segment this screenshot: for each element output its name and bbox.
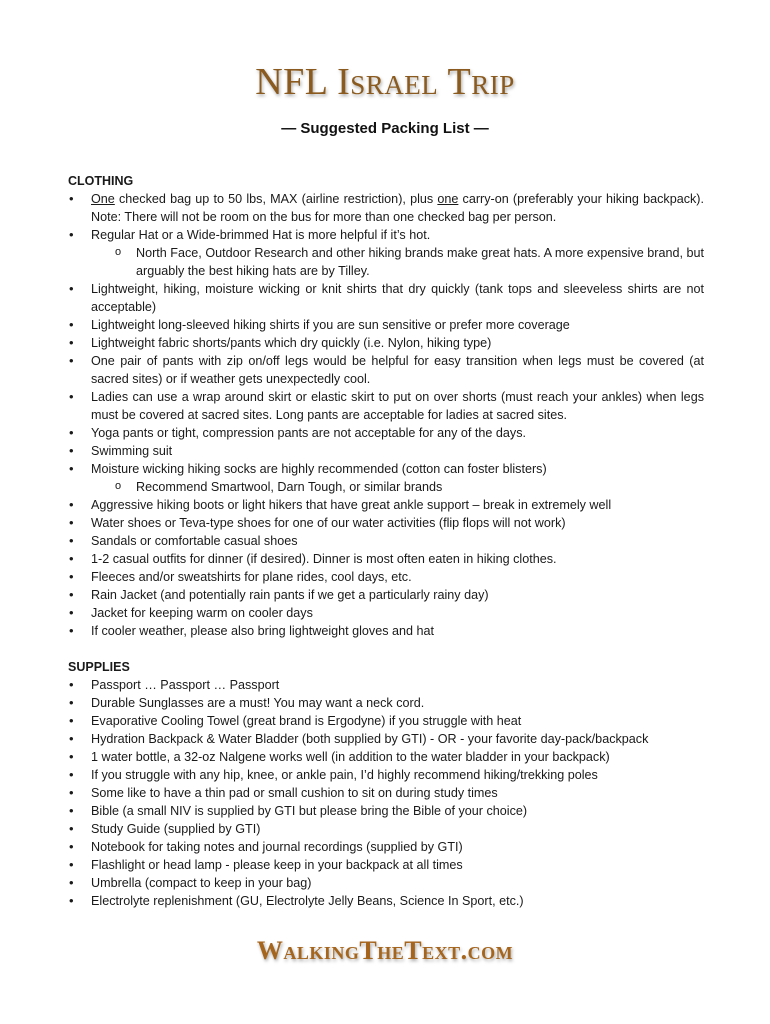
item-text: Durable Sunglasses are a must! You may want a neck cord.: [91, 696, 425, 710]
packing-list-content: [68, 172, 704, 910]
list-item: [68, 820, 704, 838]
list-item: [68, 748, 704, 766]
item-text: Evaporative Cooling Towel (great brand is Ergodyne) if you struggle with heat: [91, 714, 522, 728]
item-text: Electrolyte replenishment (GU, Electrolyte Jelly Beans, Science In Sport, etc.): [91, 894, 524, 908]
list-item: [68, 352, 704, 388]
underlined-text: One: [91, 192, 115, 206]
sub-list-item: o North Face, Outdoor Research and other hiking brands make great hats. A more expensive brand, but arguably the best hiking hats are by Tilley.: [91, 244, 704, 280]
list-item: [68, 604, 704, 622]
item-text: Bible (a small NIV is supplied by GTI but please bring the Bible of your choice): [91, 804, 528, 818]
item-text: 1 water bottle, a 32-oz Nalgene works well (in addition to the water bladder in your backpack): [91, 750, 610, 764]
item-text: If you struggle with any hip, knee, or ankle pain, I’d highly recommend hiking/trekking poles: [91, 768, 598, 782]
list-item: [68, 586, 704, 604]
list-item: [68, 424, 704, 442]
item-text: Lightweight, hiking, moisture wicking or knit shirts that dry quickly (tank tops and sleeveless shirts are not acceptable): [91, 282, 704, 314]
item-text: Fleeces and/or sweatshirts for plane rides, cool days, etc.: [91, 570, 412, 584]
supplies-section: [68, 658, 704, 910]
item-text: Hydration Backpack & Water Bladder (both supplied by GTI) - OR - your favorite day-pack/backpack: [91, 732, 649, 746]
list-item: [68, 550, 704, 568]
item-text: Aggressive hiking boots or light hikers that have great ankle support – break in extremely well: [91, 498, 612, 512]
list-item: [68, 856, 704, 874]
item-text: Regular Hat or a Wide-brimmed Hat is more helpful if it’s hot.: [91, 228, 431, 242]
list-item: [68, 784, 704, 802]
list-item: [68, 568, 704, 586]
underlined-text: one: [437, 192, 459, 206]
list-item: [68, 694, 704, 712]
list-item: [68, 874, 704, 892]
list-item: [68, 226, 704, 280]
page-subtitle: — Suggested Packing List —: [281, 120, 489, 137]
list-item: [68, 730, 704, 748]
item-text: Jacket for keeping warm on cooler days: [91, 606, 313, 620]
item-text: Rain Jacket (and potentially rain pants if we get a particularly rainy day): [91, 588, 489, 602]
sub-list: [91, 478, 704, 496]
list-item: [68, 460, 704, 496]
list-item: [68, 622, 704, 640]
item-text: Flashlight or head lamp - please keep in your backpack at all times: [91, 858, 463, 872]
list-item: [68, 712, 704, 730]
list-item: [68, 676, 704, 694]
footer-website: WalkingTheText.com: [256, 936, 514, 965]
item-text: Notebook for taking notes and journal recordings (supplied by GTI): [91, 840, 463, 854]
list-item: [68, 388, 704, 424]
item-text: If cooler weather, please also bring lightweight gloves and hat: [91, 624, 435, 638]
item-text: Lightweight long-sleeved hiking shirts if you are sun sensitive or prefer more coverage: [91, 318, 570, 332]
list-item: [68, 334, 704, 352]
item-text: Study Guide (supplied by GTI): [91, 822, 261, 836]
list-item: [68, 316, 704, 334]
list-item: [68, 766, 704, 784]
item-text: Yoga pants or tight, compression pants are not acceptable for any of the days.: [91, 426, 526, 440]
item-text: Passport … Passport … Passport: [91, 678, 280, 692]
list-item: [68, 892, 704, 910]
page-title: NFL Israel Trip: [255, 61, 515, 103]
list-item: [68, 190, 704, 226]
list-item: [68, 442, 704, 460]
supplies-heading: SUPPLIES: [68, 660, 130, 674]
list-item: [68, 838, 704, 856]
list-item: [68, 802, 704, 820]
item-text: Lightweight fabric shorts/pants which dry quickly (i.e. Nylon, hiking type): [91, 336, 492, 350]
item-text: Swimming suit: [91, 444, 173, 458]
item-text: Water shoes or Teva-type shoes for one of our water activities (flip flops will not work): [91, 516, 566, 530]
sub-list: [91, 244, 704, 280]
clothing-heading: CLOTHING: [68, 174, 134, 188]
item-text: checked bag up to 50 lbs, MAX (airline restriction), plus: [114, 192, 438, 206]
item-text: One pair of pants with zip on/off legs would be helpful for easy transition when legs must be covered (at sacred sites) or if weather gets unexpectedly cool.: [91, 354, 704, 386]
list-item: [68, 532, 704, 550]
item-text: carry-on (preferably your hiking backpack). Note: There will not be room on the bus for more than one checked bag per person.: [91, 192, 704, 224]
item-text: Some like to have a thin pad or small cushion to sit on during study times: [91, 786, 498, 800]
sub-list-item: o Recommend Smartwool, Darn Tough, or similar brands: [91, 478, 704, 496]
item-text: Moisture wicking hiking socks are highly recommended (cotton can foster blisters): [91, 462, 547, 476]
supplies-list: [68, 676, 704, 910]
clothing-section: [68, 172, 704, 640]
list-item: [68, 496, 704, 514]
item-text: Sandals or comfortable casual shoes: [91, 534, 298, 548]
clothing-list: [68, 190, 704, 640]
item-text: Ladies can use a wrap around skirt or elastic skirt to put on over shorts (must reach your ankles) when legs must be covered at sacred sites. Long pants are acceptable for ladies at sacred sites.: [91, 390, 704, 422]
item-text: Umbrella (compact to keep in your bag): [91, 876, 312, 890]
list-item: [68, 514, 704, 532]
item-text: 1-2 casual outfits for dinner (if desired). Dinner is most often eaten in hiking clothes.: [91, 552, 557, 566]
list-item: [68, 280, 704, 316]
